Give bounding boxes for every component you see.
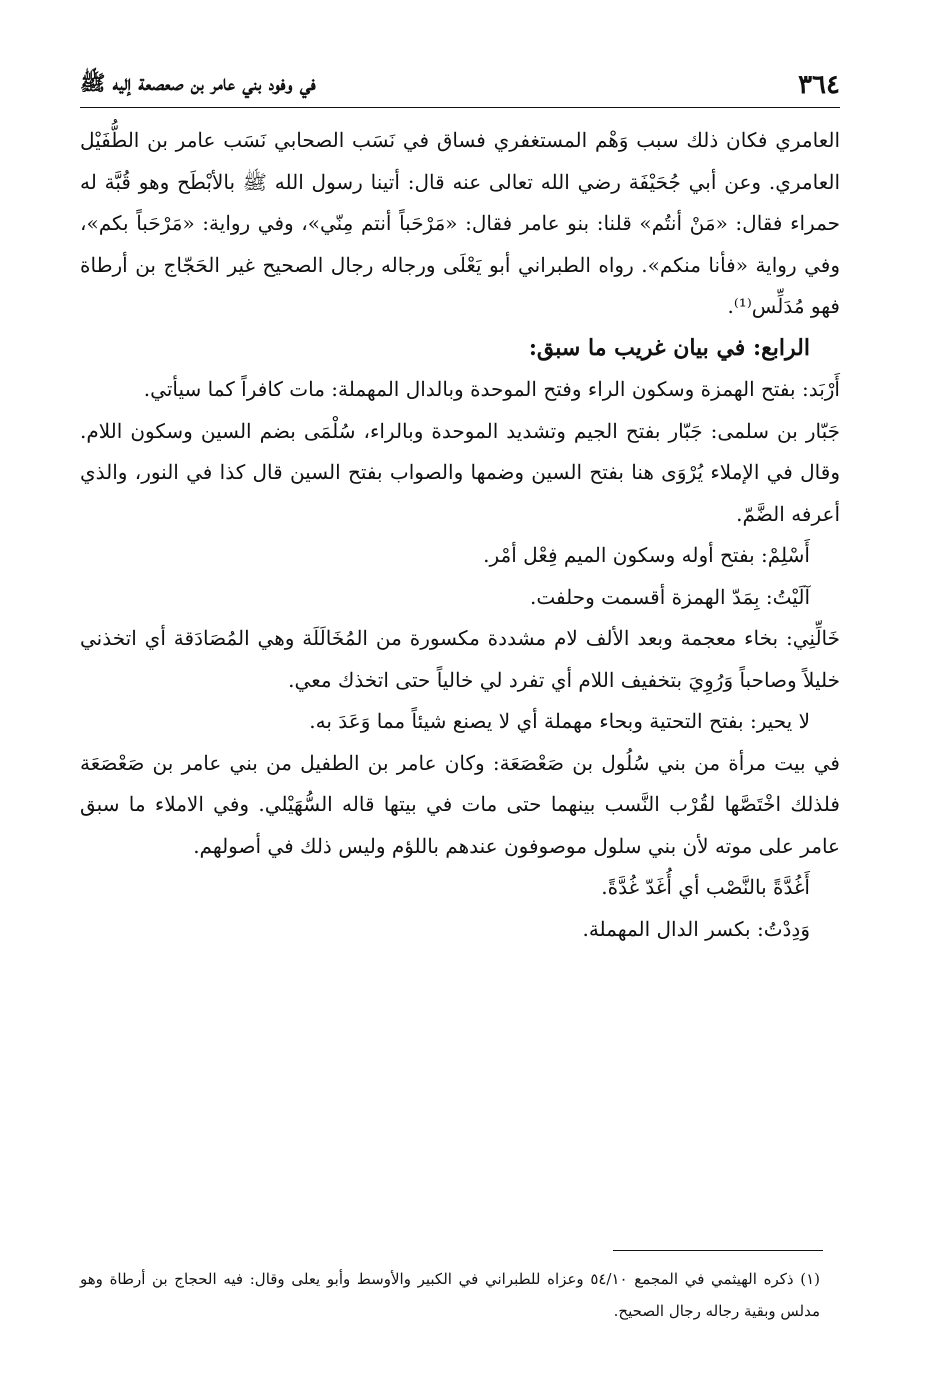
paragraph: أَغُدَّةً بالنَّصْب أي أُغَدّ غُدَّةً. [601,875,810,899]
page-number: ٣٦٤ [798,70,840,100]
paragraph: خَالِّنِي: بخاء معجمة وبعد الألف لام مشددة مكسورة من المُخَالَلَة وهي المُصَادَقة أي اتخذني خليلاً وصاحباً وَرُوِيَ بتخفيف اللام أي تفرد لي خالياً حتى اتخذك معي. [80,626,840,692]
paragraph: لا يحير: بفتح التحتية وبحاء مهملة أي لا يصنع شيئاً مما وَعَدَ به. [309,709,810,733]
footnote-rule [613,1250,823,1251]
paragraph: أَسْلِمْ: بفتح أوله وسكون الميم فِعْل أمْر. [483,543,810,567]
running-title: في وفود بني عامر بن صعصعة إليه ﷺ [80,70,316,95]
paragraph: في بيت مرأة من بني سُلُول بن صَعْصَعَة: وكان عامر بن الطفيل من بني عامر بن صَعْصَعَة فلذلك اخْتَصَّها لقُرْب النَّسب بينهما حتى مات في بيتها قاله السُّهَيْلي. وفي الاملاء ما سبق عامر على موته لأن بني سلول موصوفون عندهم باللؤم وليس ذلك في أصولهم. [80,750,840,858]
paragraph: آلَيْتُ: بِمَدّ الهمزة أقسمت وحلفت. [530,584,810,609]
page-header [80,70,840,106]
main-text [80,120,840,950]
section-heading: الرابع: في بيان غريب ما سبق: [528,334,810,361]
paragraph: وَدِدْتُ: بكسر الدال المهملة. [582,916,810,941]
footnotes [80,1263,820,1327]
header-rule [80,107,840,108]
footnote: (١) ذكره الهيثمي في المجمع ٥٤/١٠ وعزاه للطبراني في الكبير والأوسط وأبو يعلى وقال: فيه الحجاج بن أرطاة وهو مدلس وبقية رجاله رجال الصحيح. [80,1270,820,1320]
paragraph: العامري فكان ذلك سبب وَهْم المستغفري فساق في نَسَب الصحابي نَسَب عامر بن الطُّفَيْل العامري. وعن أبي جُحَيْفَة رضي الله تعالى عنه قال: أتينا رسول الله ﷺ بالأبْطَح وهو قُبَّة له حمراء فقال: «مَنْ أنتُم» قلنا: بنو عامر فقال: «مَرْحَباً أنتم مِنّي»، وفي رواية: «مَرْحَباً بكم»، وفي رواية «فأنا منكم». رواه الطبراني أبو يَعْلَى ورجاله رجال الصحيح غير الحَجّاج بن أرطاة فهو مُدَلِّس⁽¹⁾. [80,128,840,318]
paragraph: جَبّار بن سلمى: جَبّار بفتح الجيم وتشديد الموحدة وبالراء، سُلْمَى بضم السين وسكون اللام. وقال في الإملاء يُرْوَى هنا بفتح السين وضمها والصواب بفتح السين قال كذا في النور، والذي أعرفه الضَّمّ. [80,418,840,526]
paragraph: أَرْبَد: بفتح الهمزة وسكون الراء وفتح الموحدة وبالدال المهملة: مات كافراً كما سيأتي. [143,377,840,401]
